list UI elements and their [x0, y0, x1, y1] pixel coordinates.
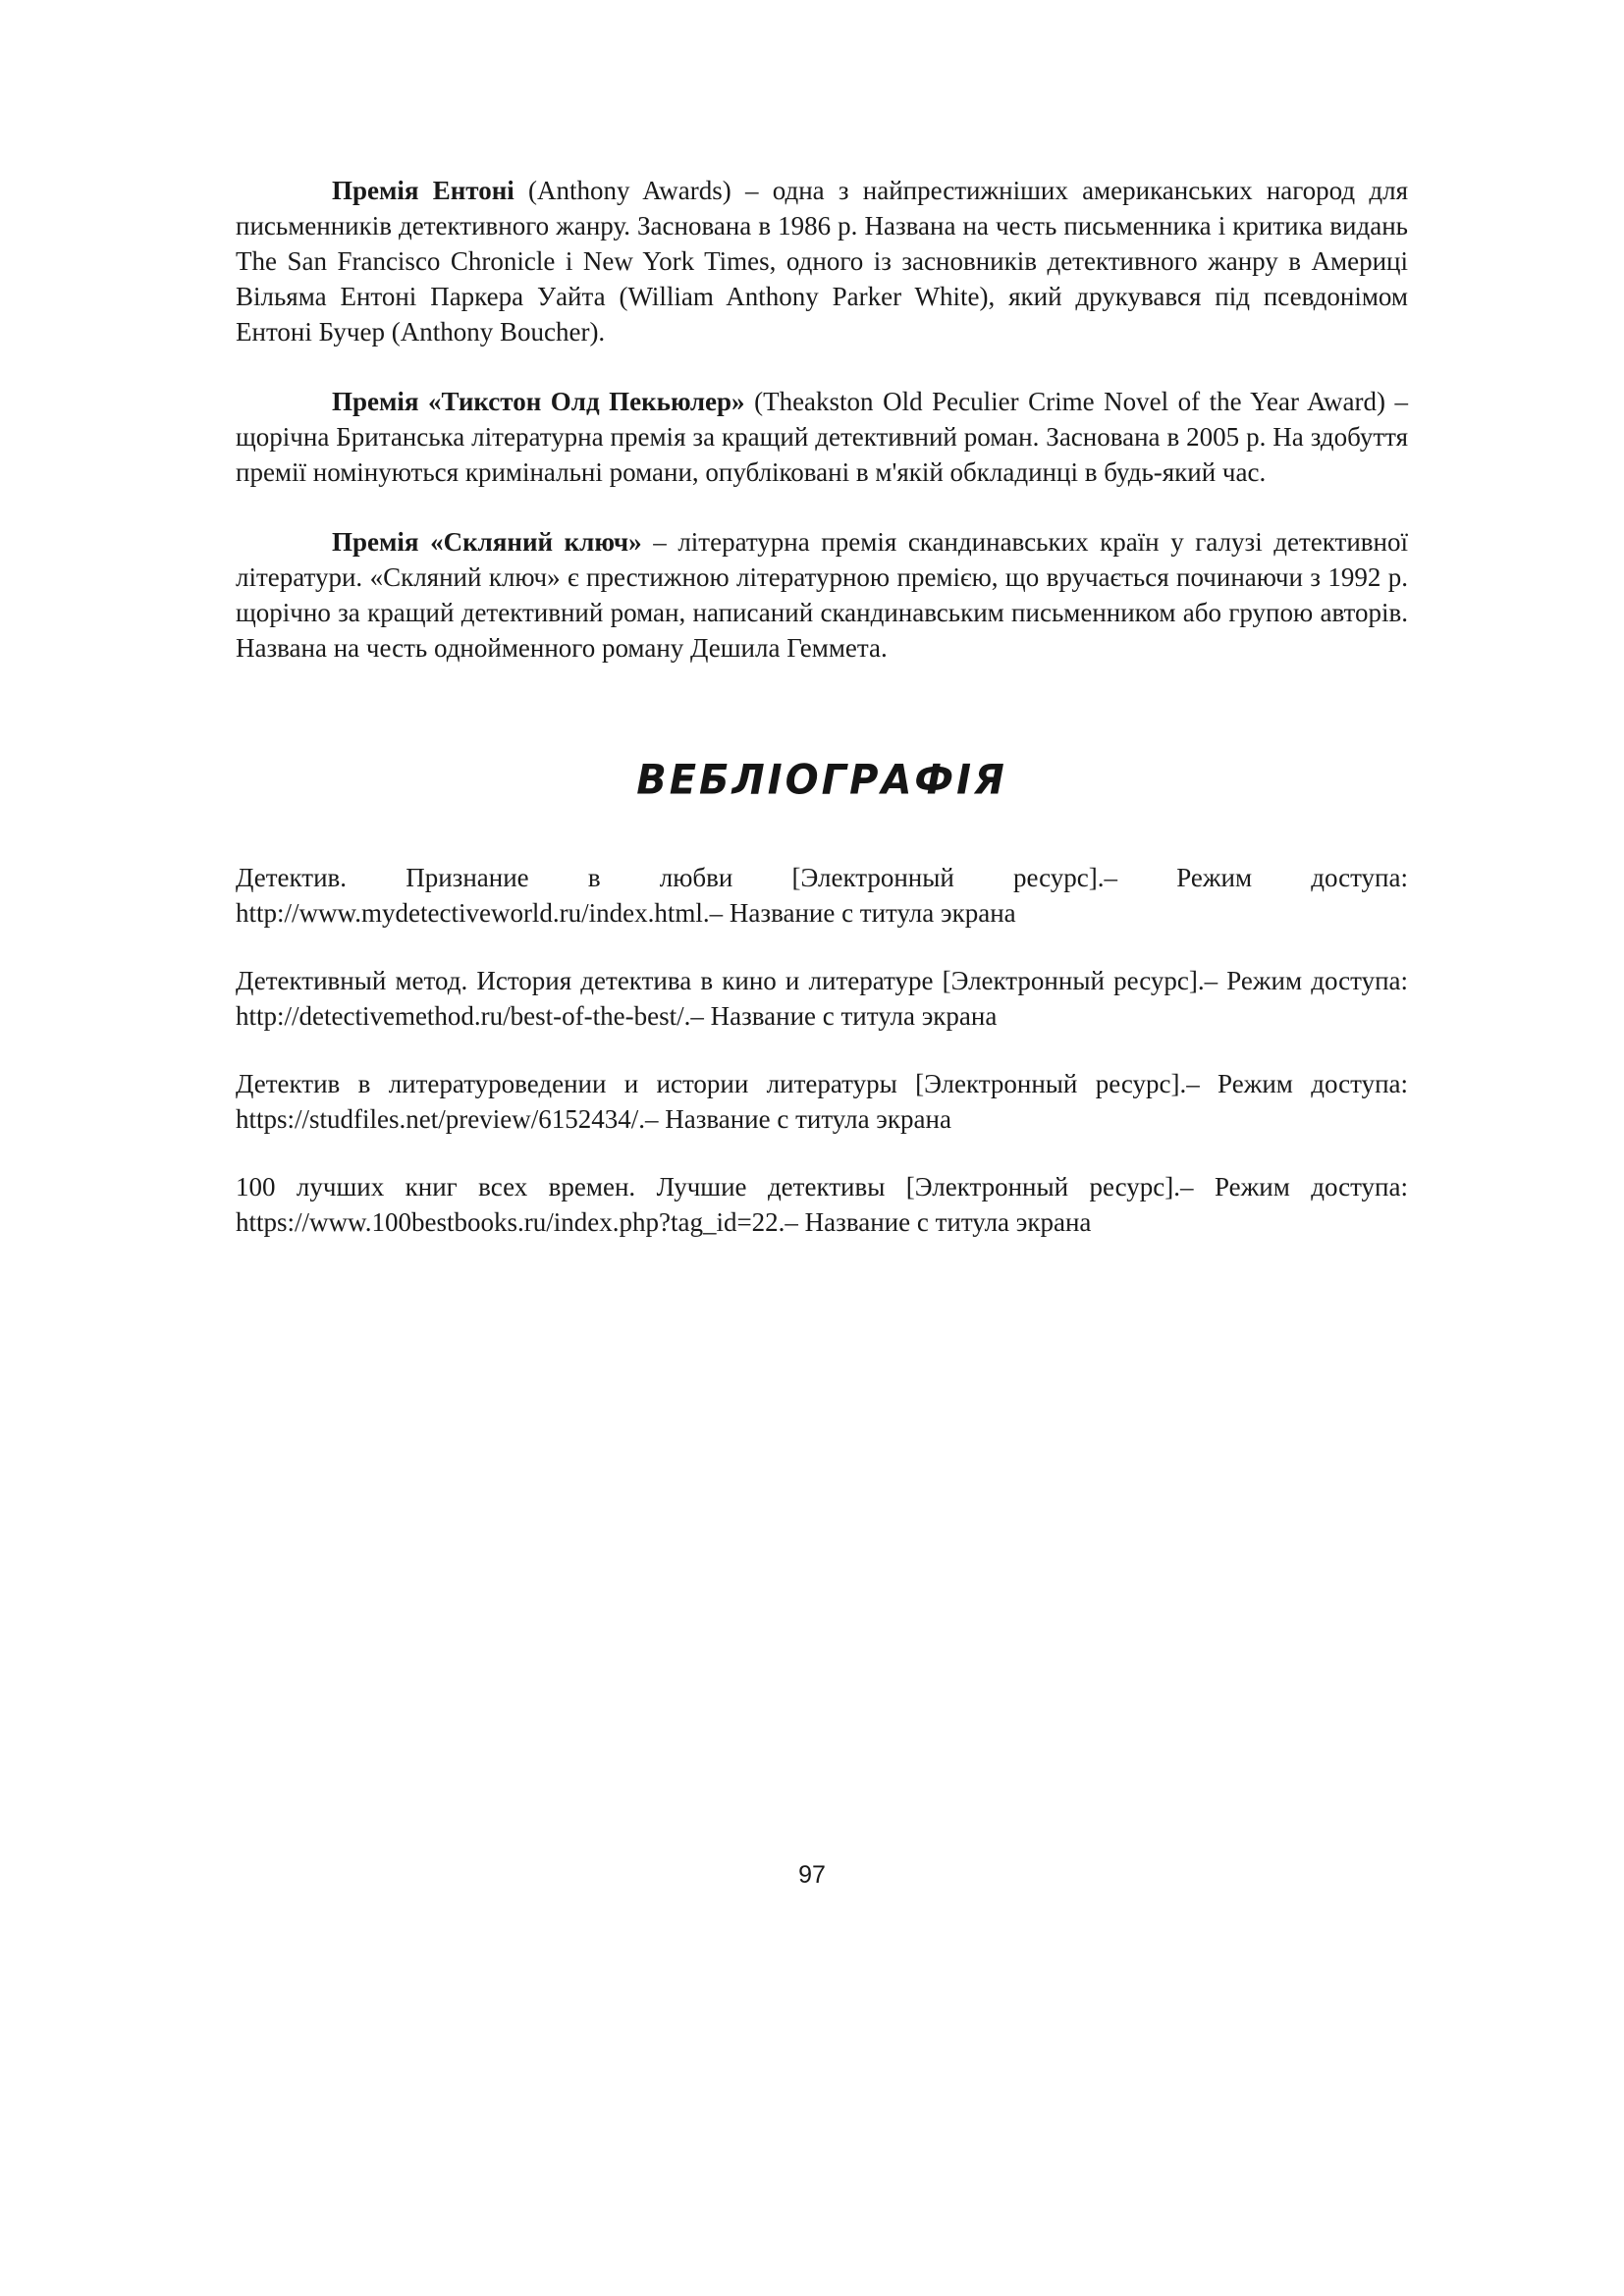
bibliography-entry: Детектив. Признание в любви [Электронный ресурс].– Режим доступа: http://www.mydetectiveworld.ru/index.html.– Название с титула экрана: [236, 863, 1408, 928]
award-title-theakston: Премія «Тикстон Олд Пекьюлер»: [332, 387, 745, 416]
bibliography-heading-wrap: [236, 758, 1408, 803]
award-paragraph-glass-key: [236, 524, 1408, 666]
award-text-anthony: (Anthony Awards) – одна з найпрестижніших американських нагород для письменників детективного жанру. Заснована в 1986 р. Названа на честь письменника і критика видань The San Francisco Chronicle і New York Times, одного із засновників детективного жанру в Америці Вільяма Ентоні Паркера Уайта (William Anthony Parker White), який друкувався під псевдонімом Ентоні Бучер (Anthony Boucher).: [236, 176, 1408, 347]
bibliography-heading: ВЕБЛІОГРАФІЯ: [636, 756, 1007, 805]
bibliography-entry: 100 лучших книг всех времен. Лучшие детективы [Электронный ресурс].– Режим доступа: https://www.100bestbooks.ru/index.php?tag_id=22.– Название с титула экрана: [236, 1172, 1408, 1237]
bibliography-entry: Детектив в литературоведении и истории литературы [Электронный ресурс].– Режим доступа: https://studfiles.net/preview/6152434/.– Название с титула экрана: [236, 1069, 1408, 1134]
award-title-anthony: Премія Ентоні: [332, 176, 514, 205]
award-text-glass-key: – літературна премія скандинавських країн у галузі детективної літератури. «Скляний ключ» є престижною літературною премією, що вручається починаючи з 1992 р. щорічно за кращий детективний роман, написаний скандинавським письменником або групою авторів. Названа на честь однойменного роману Дешила Геммета.: [236, 527, 1408, 663]
award-paragraph-anthony: [236, 173, 1408, 349]
award-paragraph-theakston: [236, 384, 1408, 490]
award-title-glass-key: Премія «Скляний ключ»: [332, 527, 642, 557]
bibliography-entry: Детективный метод. История детектива в кино и литературе [Электронный ресурс].– Режим доступа: http://detectivemethod.ru/best-of-the-best/.– Название с титула экрана: [236, 966, 1408, 1031]
page-content: [236, 173, 1408, 1272]
page-number: 97: [798, 1861, 826, 1889]
award-text-theakston: (Theakston Old Peculier Crime Novel of the Year Award) – щорічна Британська літературна премія за кращий детективний роман. Заснована в 2005 р. На здобуття премії номінуються кримінальні романи, опубліковані в м'якій обкладинці в будь-який час.: [236, 387, 1408, 487]
